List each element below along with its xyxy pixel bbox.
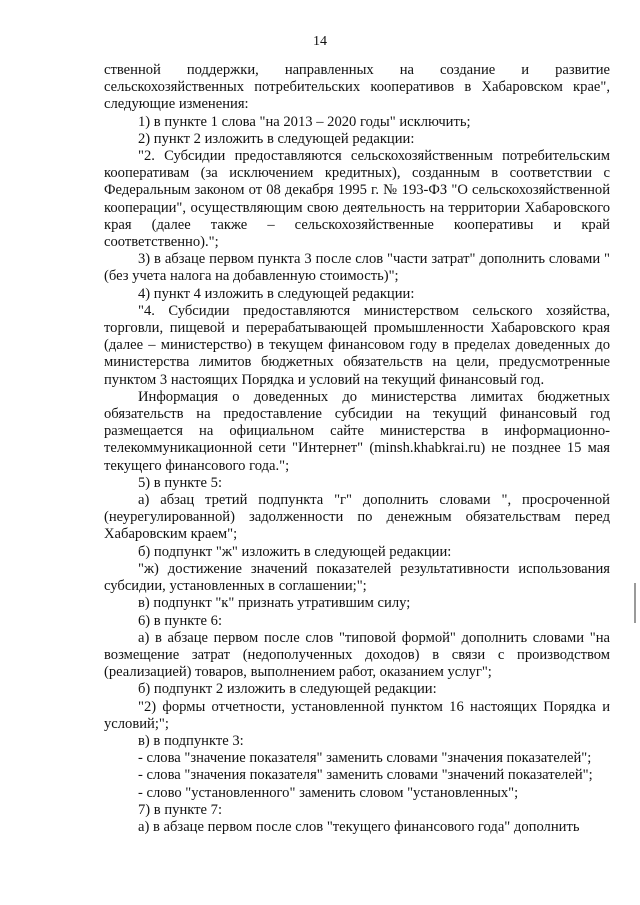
paragraph: "4. Субсидии предоставляются министерством сельского хозяйства, торговли, пищевой и перерабатывающей промышленности Хабаровского края (далее – министерство) в текущем финансовом году в пределах доведенных до министерства лимитов бюджетных обязательств на цели, предусмотренные пунктом 3 настоящих Порядка и условий на текущий финансовый год. [104,302,610,388]
paragraph: а) в абзаце первом после слов "типовой формой" дополнить словами "на возмещение затрат (недополученных доходов) в связи с производством (реализацией) товаров, выполнением работ, оказанием услуг"; [104,629,610,681]
paragraph: "2. Субсидии предоставляются сельскохозяйственным потребительским кооперативам (за исключением кредитных), созданным в соответствии с Федеральным законом от 08 декабря 1995 г. № 193-ФЗ "О сельскохозяйственной кооперации", осуществляющим свою деятельность на территории Хабаровского края (далее также – сельскохозяйственные кооперативы и край соответственно)."; [104,148,610,251]
paragraph: 2) пункт 2 изложить в следующей редакции: [138,130,415,147]
paragraph: в) подпункт "к" признать утратившим силу; [138,595,411,612]
paragraph: в) в подпункте 3: [138,732,244,749]
paragraph: - слова "значения показателя" заменить словами "значений показателей"; [138,767,593,784]
paragraph: б) подпункт 2 изложить в следующей редакции: [138,681,437,698]
paragraph: 7) в пункте 7: [138,801,223,818]
paragraph: Информация о доведенных до министерства лимитах бюджетных обязательств на предоставление субсидии на текущий финансовый год размещается на официальном сайте министерства в информационно-телекоммуникационной сети "Интернет" (minsh.khabkrai.ru) не позднее 15 мая текущего финансового года."; [104,388,610,474]
paragraph: 6) в пункте 6: [138,612,223,629]
paragraph: "ж) достижение значений показателей результативности использования субсидии, установленных в соглашении;"; [104,560,610,595]
paragraph: "2) формы отчетности, установленной пунктом 16 настоящих Порядка и условий;"; [104,698,610,732]
paragraph: 4) пункт 4 изложить в следующей редакции: [138,285,415,302]
paragraph: 3) в абзаце первом пункта 3 после слов "части затрат" дополнить словами "(без учета налога на добавленную стоимость)"; [104,251,610,285]
paragraph: а) абзац третий подпункта "г" дополнить словами ", просроченной (неурегулированной) задолженности по денежным обязательствам перед Хабаровским краем"; [104,492,610,543]
paragraph: ственной поддержки, направленных на создание и развитие сельскохозяйственных потребительских кооперативов в Хабаровском крае", следующие изменения: [104,62,610,113]
page-number: 14 [313,34,327,49]
paragraph: - слово "установленного" заменить словом "установленных"; [138,784,519,801]
paragraph: 1) в пункте 1 слова "на 2013 – 2020 годы" исключить; [138,113,471,130]
document-body [104,62,610,836]
paragraph: - слова "значение показателя" заменить словами "значения показателей"; [138,750,592,767]
paragraph: а) в абзаце первом после слов "текущего финансового года" дополнить [138,818,580,835]
paragraph: б) подпункт "ж" изложить в следующей редакции: [138,543,452,560]
scan-edge-mark [634,583,636,623]
paragraph: 5) в пункте 5: [138,474,223,491]
